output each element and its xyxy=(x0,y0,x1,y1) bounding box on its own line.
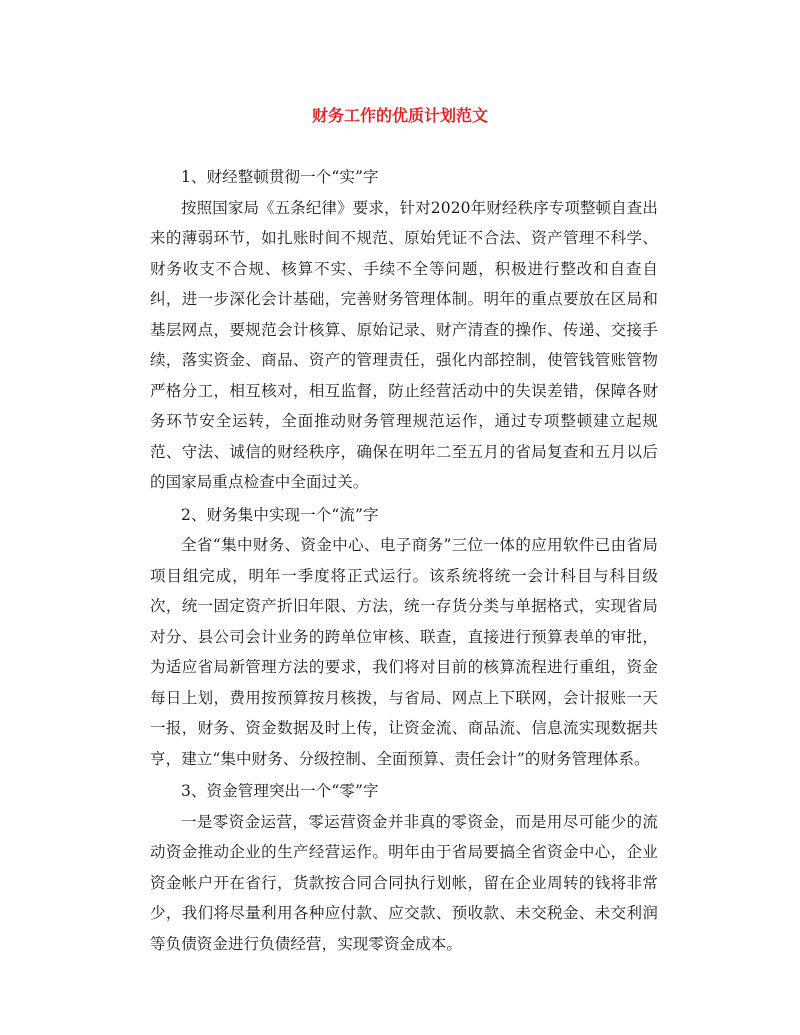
section-2 xyxy=(150,500,658,775)
section-heading: 1、财经整顿贯彻一个“实”字 xyxy=(181,168,379,186)
document-title: 财务工作的优质计划范文 xyxy=(311,106,488,125)
section-heading: 3、资金管理突出一个“零”字 xyxy=(181,782,379,800)
document-body xyxy=(150,160,658,959)
section-3 xyxy=(150,776,658,959)
section-heading: 2、财务集中实现一个“流”字 xyxy=(181,505,379,524)
section-paragraph: 全省“集中财务、资金中心、电子商务”三位一体的应用软件已由省局项目组完成，明年一季度将正式运行。该系统将统一会计科目与科目级次，统一固定资产折旧年限、方法，统一存货分类与单据格式，实现省局对分、县公司会计业务的跨单位审核、联查，直接进行预算表单的审批，为适应省局新管理方法的要求，我们将对目前的核算流程进行重组，资金每日上划，费用按预算按月核拨，与省局、网点上下联网，会计报账一天一报，财务、资金数据及时上传，让资金流、商品流、信息流实现数据共亨，建立“集中财务、分级控制、全面预算、责任会计”的财务管理体系。 xyxy=(150,536,658,768)
section-paragraph: 按照国家局《五条纪律》要求，针对2020年财经秩序专项整顿自查出来的薄弱环节，如扎账时间不规范、原始凭证不合法、资产管理不科学、财务收支不合规、核算不实、手续不全等问题，积极进行整改和自查自纠，进一步深化会计基础，完善财务管理体制。明年的重点要放在区局和基层网点，要规范会计核算、原始记录、财产清查的操作、传递、交接手续，落实资金、商品、资产的管理责任，强化内部控制，使管钱管账管物严格分工，相互核对，相互监督，防止经营活动中的失误差错，保障各财务环节安全运转，全面推动财务管理规范运作，通过专项整顿建立起规范、守法、诚信的财经秩序，确保在明年二至五月的省局复查和五月以后的国家局重点检查中全面过关。 xyxy=(150,198,658,491)
section-1 xyxy=(150,162,658,498)
section-paragraph: 一是零资金运营，零运营资金并非真的零资金，而是用尽可能少的流动资金推动企业的生产经营运作。明年由于省局要搞全省资金中心，企业资金帐户开在省行，货款按合同合同执行划帐，留在企业周转的钱将非常少，我们将尽量利用各种应付款、应交款、预收款、未交税金、未交利润等负债资金进行负债经营，实现零资金成本。 xyxy=(150,812,658,953)
